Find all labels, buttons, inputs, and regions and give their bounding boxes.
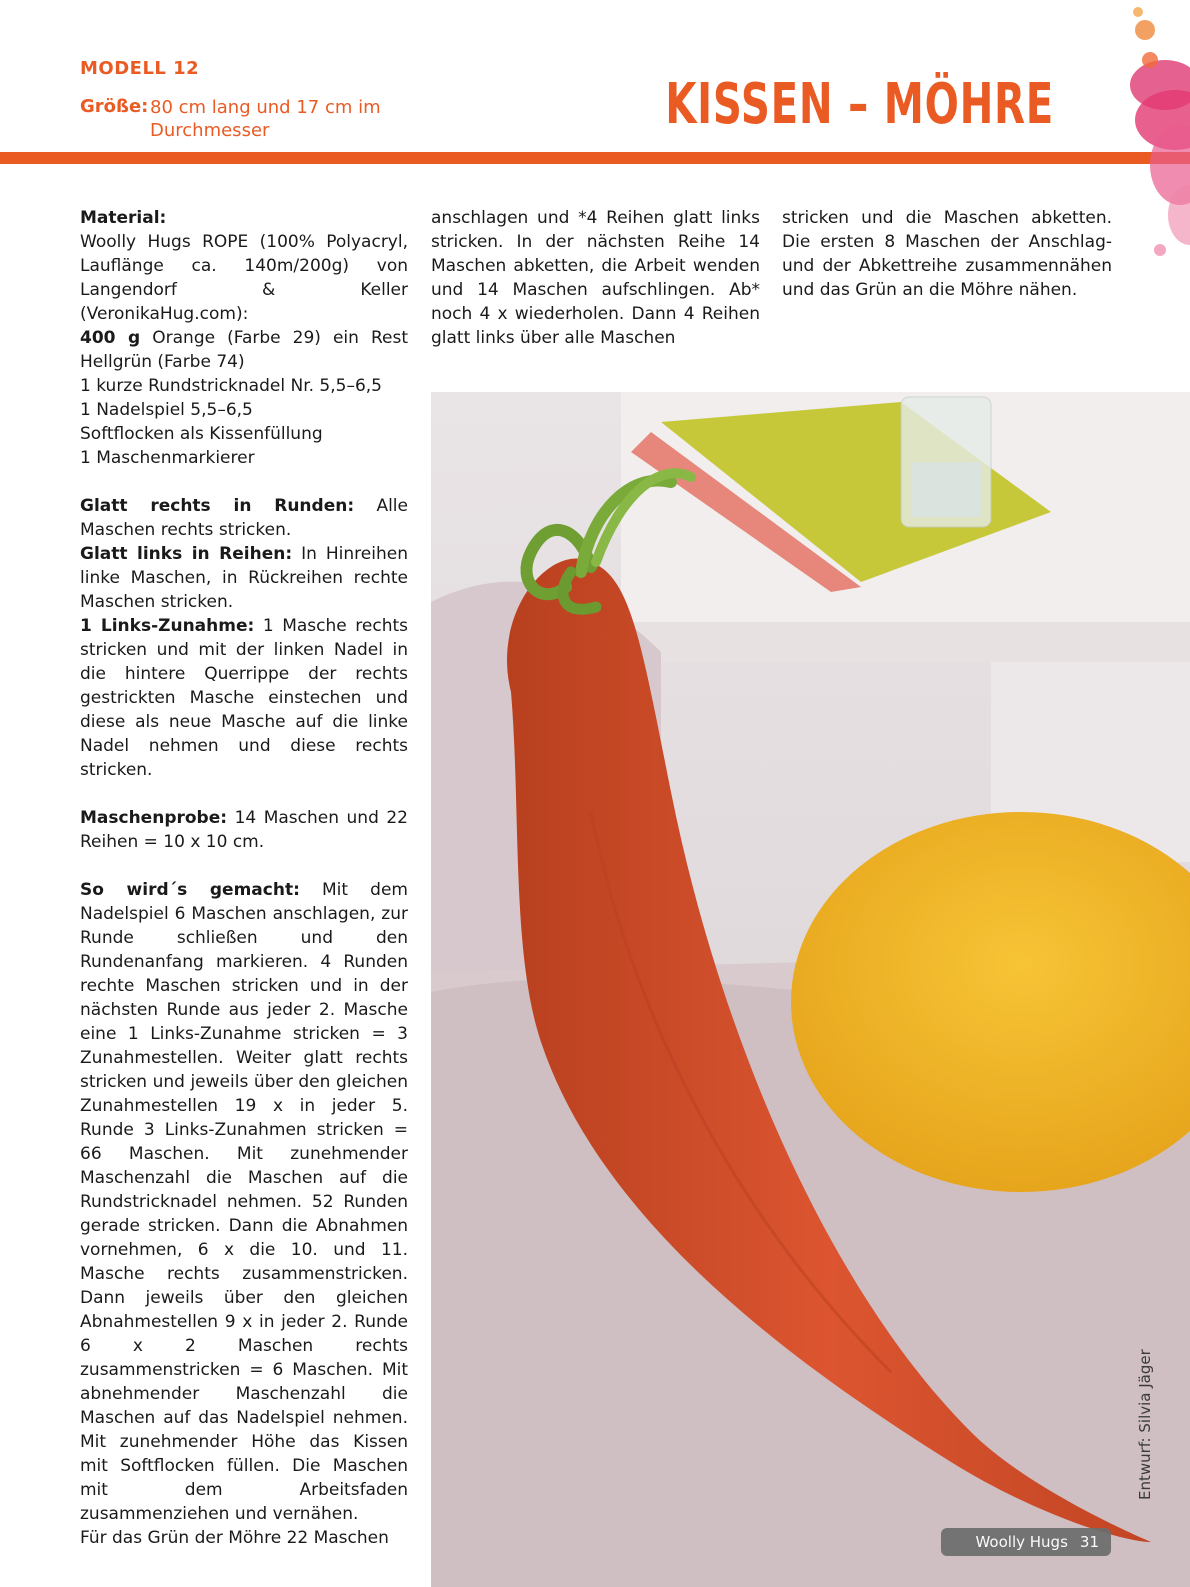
page-title: KISSEN – MÖHRE: [665, 72, 1054, 137]
header-rule: [0, 152, 1190, 164]
model-number: MODELL 12: [80, 58, 200, 79]
carrot-pillow-photo: [431, 392, 1190, 1587]
design-credit: Entwurf: Silvia Jäger: [1136, 1349, 1154, 1500]
amount-bold: 400 g: [80, 328, 141, 348]
material-text: Woolly Hugs ROPE (100% Polyacryl, Lauflänge ca. 140m/200g) von Langendorf & Keller (VeronikaHug.com):: [80, 232, 408, 324]
column-2: [431, 206, 760, 350]
size-label: Größe:: [80, 96, 149, 117]
instructions-text: Mit dem Nadelspiel 6 Maschen anschlagen, zur Runde schließen und den Rundenanfang markieren. 4 Runden rechte Maschen stricken und in der nächsten Runde aus jeder 2. Masche eine 1 Links-Zunahme stricken = 3 Zunahmestellen. Weiter glatt rechts stricken und jeweils über den gleichen Zunahmestellen 19 x in jeder 5. Runde 3 Links-Zunahmen stricken = 66 Maschen. Mit zunehmender Maschenzahl die Maschen auf die Rundstricknadel nehmen. 52 Runden gerade stricken. Dann die Abnahmen vornehmen, 6 x die 10. und 11. Masche rechts zusammenstricken. Dann jeweils über den gleichen Abnahmestellen 9 x in jeder 2. Runde 6 x 2 Maschen rechts zusammenstricken = 6 Maschen. Mit abnehmender Maschenzahl die Maschen auf das Nadelspiel nehmen. Mit zunehmender Höhe das Kissen mit Softflocken füllen. Die Maschen mit dem Arbeitsfaden zusammenziehen und vernähen.: [80, 880, 408, 1524]
probe-text: 14 Maschen und 22 Reihen = 10 x 10 cm.: [80, 808, 408, 852]
footer-badge: [941, 1528, 1111, 1556]
zunahme-heading: 1 Links-Zunahme:: [80, 616, 255, 636]
material-item: 1 kurze Rundstricknadel Nr. 5,5–6,5: [80, 376, 382, 396]
material-item: Softflocken als Kissenfüllung: [80, 424, 323, 444]
footer-brand: Woolly Hugs: [975, 1533, 1068, 1551]
amount-text: Orange (Farbe 29) ein Rest Hellgrün (Farbe 74): [80, 328, 408, 372]
probe-heading: Maschenprobe:: [80, 808, 228, 828]
glatt-rechts-heading: Glatt rechts in Runden:: [80, 496, 355, 516]
size-value: 80 cm lang und 17 cm im Durchmesser: [150, 97, 381, 141]
page-number: 31: [1079, 1533, 1099, 1551]
instructions-heading: So wird´s gemacht:: [80, 880, 300, 900]
glatt-links-text: In Hinreihen linke Maschen, in Rückreihen rechte Maschen stricken.: [80, 544, 408, 612]
green-intro-text: Für das Grün der Möhre 22 Maschen: [80, 1528, 389, 1548]
material-item: 1 Maschenmarkierer: [80, 448, 255, 468]
material-item: 1 Nadelspiel 5,5–6,5: [80, 400, 253, 420]
column-3-text: stricken und die Maschen abketten. Die ersten 8 Maschen der Anschlag- und der Abkettreihe zusammennähen und das Grün an die Möhre nähen.: [782, 208, 1112, 300]
material-heading: Material:: [80, 208, 167, 228]
column-1: [80, 206, 408, 1550]
glatt-rechts-text: Alle Maschen rechts stricken.: [80, 496, 408, 540]
column-3: [782, 206, 1112, 302]
column-2-text: anschlagen und *4 Reihen glatt links stricken. In der nächsten Reihe 14 Maschen abketten, die Arbeit wenden und 14 Maschen aufschlingen. Ab* noch 4 x wiederholen. Dann 4 Reihen glatt links über alle Maschen: [431, 208, 760, 348]
zunahme-text: 1 Masche rechts stricken und mit der linken Nadel in die hintere Querrippe der rechts gestrickten Masche einstechen und diese als neue Masche auf die linke Nadel nehmen und diese rechts stricken.: [80, 616, 408, 780]
glatt-links-heading: Glatt links in Reihen:: [80, 544, 293, 564]
